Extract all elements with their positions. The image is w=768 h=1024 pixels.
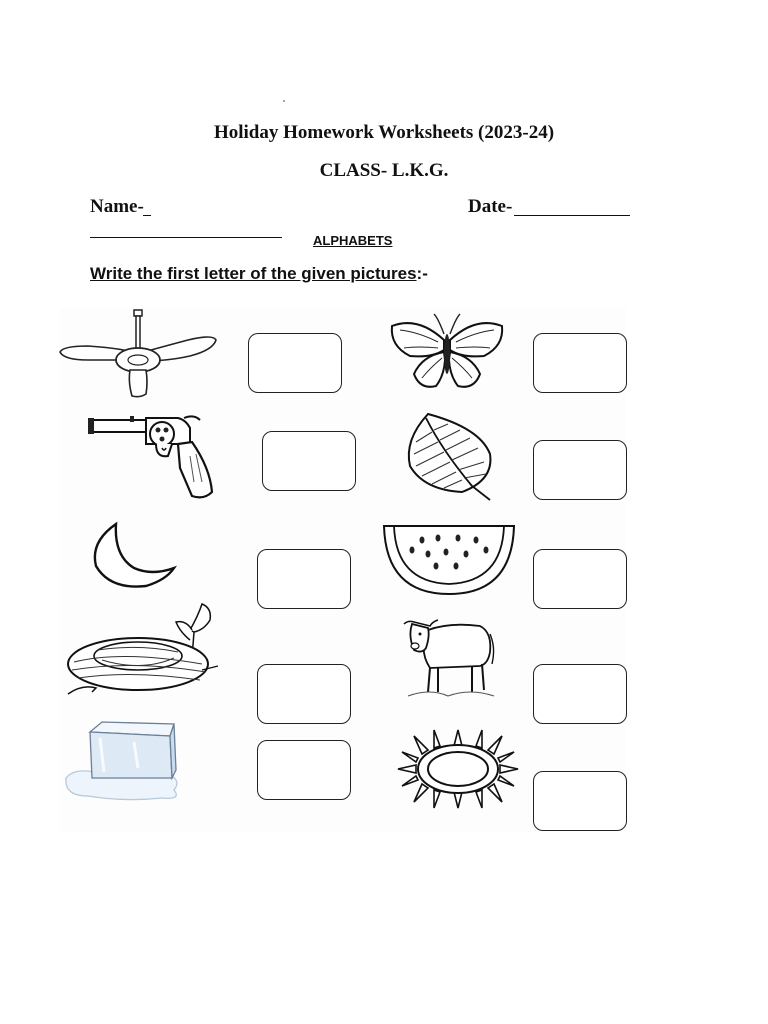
ceiling-fan-icon (58, 308, 218, 400)
ice-cube-icon (64, 716, 182, 802)
stray-dot (283, 100, 285, 102)
revolver-gun-icon (86, 412, 216, 502)
date-label: Date- (468, 196, 513, 217)
calf-icon (400, 612, 496, 698)
answer-box-sun[interactable] (533, 771, 627, 831)
name-label: Name- (90, 196, 144, 217)
answer-box-nest[interactable] (257, 664, 351, 724)
watermelon-slice-icon (382, 524, 516, 596)
answer-box-moon[interactable] (257, 549, 351, 609)
worksheet-title: Holiday Homework Worksheets (2023-24) (213, 122, 555, 143)
butterfly-icon (388, 312, 506, 392)
name-blank[interactable] (143, 215, 151, 216)
answer-box-ceiling-fan[interactable] (248, 333, 342, 393)
class-label: CLASS- L.K.G. (319, 160, 449, 181)
crescent-moon-icon (88, 520, 180, 592)
instruction-text (90, 264, 428, 284)
answer-box-butterfly[interactable] (533, 333, 627, 393)
answer-box-ice-cube[interactable] (257, 740, 351, 800)
instruction-tail: :- (416, 264, 428, 283)
bird-nest-icon (62, 600, 222, 700)
answer-box-watermelon[interactable] (533, 549, 627, 609)
answer-box-calf[interactable] (533, 664, 627, 724)
leaf-icon (402, 410, 496, 502)
name-blank-continued[interactable] (90, 237, 282, 238)
date-blank[interactable] (514, 215, 630, 216)
section-heading: ALPHABETS (313, 233, 393, 248)
sun-icon (396, 728, 520, 810)
answer-box-revolver[interactable] (262, 431, 356, 491)
instruction-main: Write the first letter of the given pictures (90, 264, 417, 283)
answer-box-leaf[interactable] (533, 440, 627, 500)
